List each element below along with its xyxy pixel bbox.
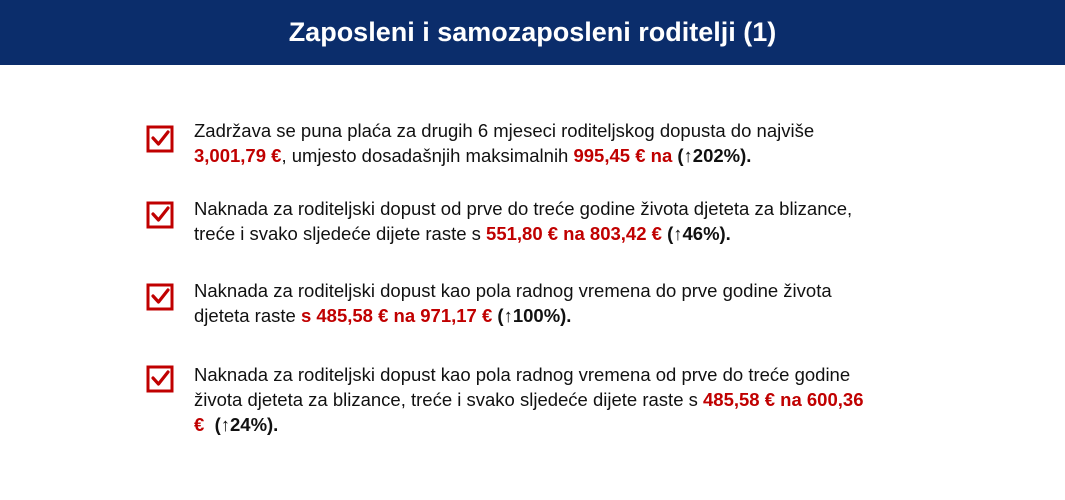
item-line (194, 143, 814, 168)
list-item (194, 118, 814, 168)
checkbox-checked-icon (146, 365, 174, 393)
item-line: Naknada za roditeljski dopust kao pola radnog vremena od prve do treće godine (194, 364, 851, 385)
highlight-value: s 485,58 € na 971,17 € (300, 305, 493, 326)
percent-change: (↑24%). (204, 414, 279, 435)
item-line (194, 221, 852, 246)
highlight-value: 995,45 € na (573, 145, 673, 166)
checkbox-checked-icon (146, 125, 174, 153)
list-item (194, 196, 852, 246)
item-text: treće i svako sljedeće dijete raste s (194, 223, 487, 244)
item-line: Naknada za roditeljski dopust kao pola radnog vremena do prve godine života (194, 280, 832, 301)
item-line (194, 387, 863, 412)
list-item (194, 278, 832, 328)
checkbox-checked-icon (146, 201, 174, 229)
item-line (194, 412, 863, 437)
highlight-value: 485,58 € na 600,36 (703, 389, 864, 410)
percent-change: (↑100%). (492, 305, 572, 326)
page-title: Zaposleni i samozaposleni roditelji (1) (288, 17, 777, 47)
item-line (194, 303, 832, 328)
item-line: Naknada za roditeljski dopust od prve do treće godine života djeteta za blizance, (194, 198, 853, 219)
highlight-value: 3,001,79 € (194, 145, 282, 166)
item-text: djeteta raste (194, 305, 301, 326)
list-item (194, 362, 863, 437)
percent-change: (↑202%). (672, 145, 752, 166)
highlight-value: € (194, 414, 205, 435)
item-text: života djeteta za blizance, treće i svako sljedeće dijete raste s (194, 389, 704, 410)
title-bar (0, 0, 1065, 65)
checkbox-checked-icon (146, 283, 174, 311)
highlight-value: 551,80 € na 803,42 € (486, 223, 662, 244)
item-text: , umjesto dosadašnjih maksimalnih (281, 145, 574, 166)
item-line: Zadržava se puna plaća za drugih 6 mjeseci roditeljskog dopusta do najviše (194, 120, 815, 141)
percent-change: (↑46%). (661, 223, 731, 244)
